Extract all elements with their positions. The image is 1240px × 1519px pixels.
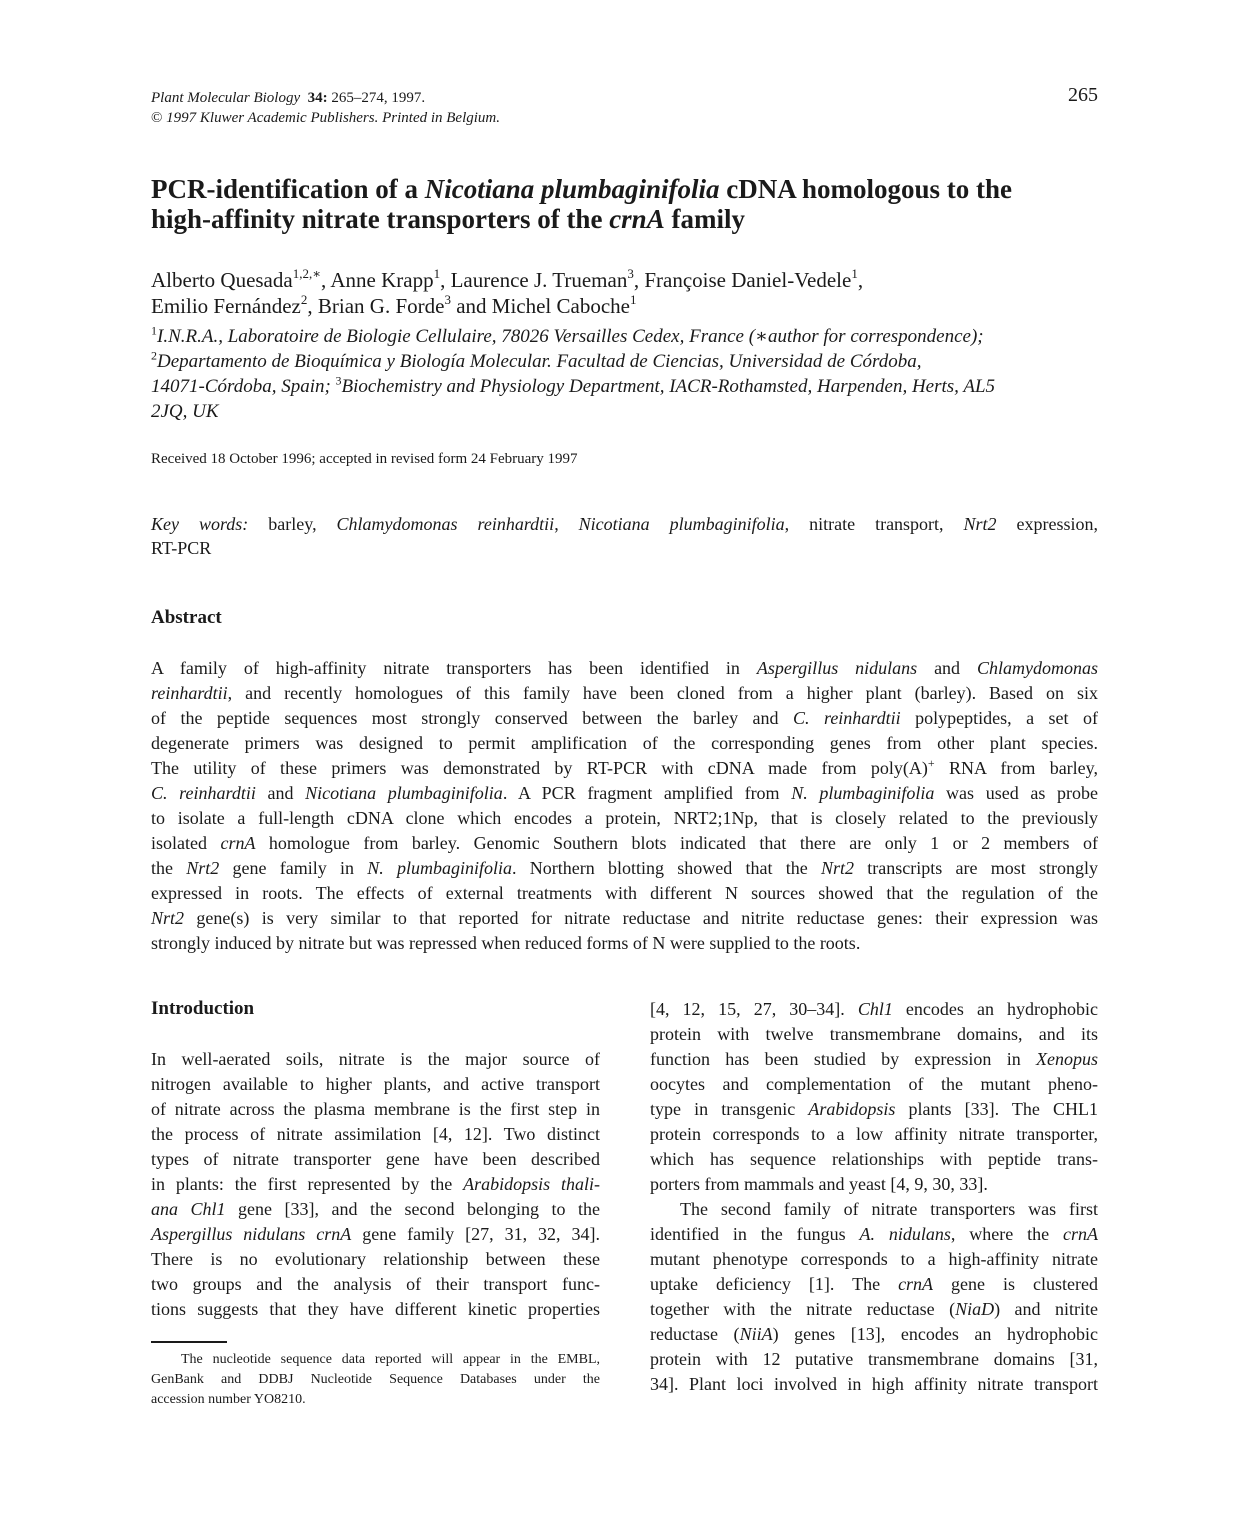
author: Laurence J. Trueman$^3$, [450,266,645,292]
keywords: Key words: barley, Chlamydomonas reinhardtii, Nicotiana plumbaginifolia, nitrate transport, Nrt2 expression, RT-PCR [151,514,1099,558]
keywords-label: Key words: [151,514,249,534]
affiliation-1: $^1$I.N.R.A., Laboratoire de Biologie Cellulaire, 78026 Versailles Cedex, France (∗author for correspondence); [151,323,984,347]
intro-right-column: [4, 12, 15, 27, 30–34]. Chl1 encodes an hydrophobic protein with twelve transmembrane domains, and its function has been studied by expression in Xenopus oocytes and complementation of the mutant pheno- type in transgenic Arabidopsis plants [33]. The CHL1 protein corresponds to a low affinity nitrate transporter, which has sequence relationships with peptide trans- porters from mammals and yeast [4, 9, 30, 33]. The second family of nitrate transporters was first identified in the fungus A. nidulans, where the crnA mutant phenotype corresponds to a high-affinity nitrate uptake deficiency [1]. The crnA gene is clustered together with the nitrate reductase (NiaD) and nitrite reductase (NiiA) genes [13], encodes an hydrophobic protein with 12 putative transmembrane domains [31, 34]. Plant loci involved in high affinity nitrate transport [650,999,1098,1394]
author: Françoise Daniel-Vedele$^1$, [644,266,864,292]
author: Brian G. Forde$^3$ and [317,292,492,318]
journal-name: Plant Molecular Biology [151,90,301,106]
journal-pages: 265–274, 1997. [331,90,426,106]
introduction-heading: Introduction [151,998,255,1019]
title-gene: crnA [609,204,665,234]
abstract-heading: Abstract [151,607,222,628]
copyright-icon: © [151,110,163,126]
affiliations [151,324,1111,424]
intro-left-column: In well-aerated soils, nitrate is the major source of nitrogen available to higher plants, and active transport of nitrate across the plasma membrane is the first step in the process of nitrate assimilation [4, 12]. Two distinct types of nitrate transporter gene have been described in plants: the first represented by the Arabidopsis thali- ana Chl1 gene [33], and the second belonging to the Aspergillus nidulans crnA gene family [27, 31, 32, 34]. There is no evolutionary relationship between these two groups and the analysis of their transport func- tions suggests that they have different kinetic properties [151,1049,600,1319]
author: Michel Caboche$^1$ [491,292,637,318]
footnote-divider [151,1341,227,1343]
affiliation-2: $^2$Departamento de Bioquímica y Biología Molecular. Facultad de Ciencias, Universidad de Córdoba, [151,348,922,372]
title-text: cDNA homologous to the [719,174,1013,204]
author-list [151,267,1111,319]
footnote: The nucleotide sequence data reported will appear in the EMBL, GenBank and DDBJ Nucleotide Sequence Databases under the accession number YO8210. [151,1352,600,1407]
author: Emilio Fernández$^2$, [151,292,318,318]
copyright-text: 1997 Kluwer Academic Publishers. Printed in Belgium. [166,110,501,126]
affiliation-3: 14071-Córdoba, Spain; $^3$Biochemistry and Physiology Department, IACR-Rothamsted, Harpenden, Herts, AL5 [151,373,996,397]
title-species: Nicotiana plumbaginifolia [424,174,720,204]
title-text: high-affinity nitrate transporters of the [151,204,610,234]
title-text: PCR-identification of a [151,174,425,204]
received-dates: Received 18 October 1996; accepted in revised form 24 February 1997 [151,451,578,467]
paper-title [151,174,1111,234]
author: Alberto Quesada$^{1,2,∗}$, [151,266,331,292]
author: Anne Krapp$^1$, [330,266,451,292]
affiliation-3-cont: 2JQ, UK [151,401,219,422]
title-text: family [664,204,745,234]
journal-citation [151,88,500,128]
abstract-body: A family of high-affinity nitrate transporters has been identified in Aspergillus nidulans and Chlamydomonas reinhardtii, and recently homologues of this family have been cloned from a higher plant (barley). Based on six of the peptide sequences most strongly conserved between the barley and C. reinhardtii polypeptides, a set of degenerate primers was designed to permit amplification of the corresponding genes from other plant species. The utility of these primers was demonstrated by RT-PCR with cDNA made from poly(A)+ RNA from barley, C. reinhardtii and Nicotiana plumbaginifolia. A PCR fragment amplified from N. plumbaginifolia was used as probe to isolate a full-length cDNA clone which encodes a protein, NRT2;1Np, that is closely related to the previously isolated crnA homologue from barley. Genomic Southern blots indicated that there are only 1 or 2 members of the Nrt2 gene family in N. plumbaginifolia. Northern blotting showed that the Nrt2 transcripts are most strongly expressed in roots. The effects of external treatments with different N sources showed that the regulation of the Nrt2 gene(s) is very similar to that reported for nitrate reductase and nitrite reductase genes: their expression was strongly induced by nitrate but was repressed when reduced forms of N were supplied to the roots. [151,658,1098,953]
page-number: 265 [1068,84,1098,106]
journal-volume: 34: [307,90,328,106]
